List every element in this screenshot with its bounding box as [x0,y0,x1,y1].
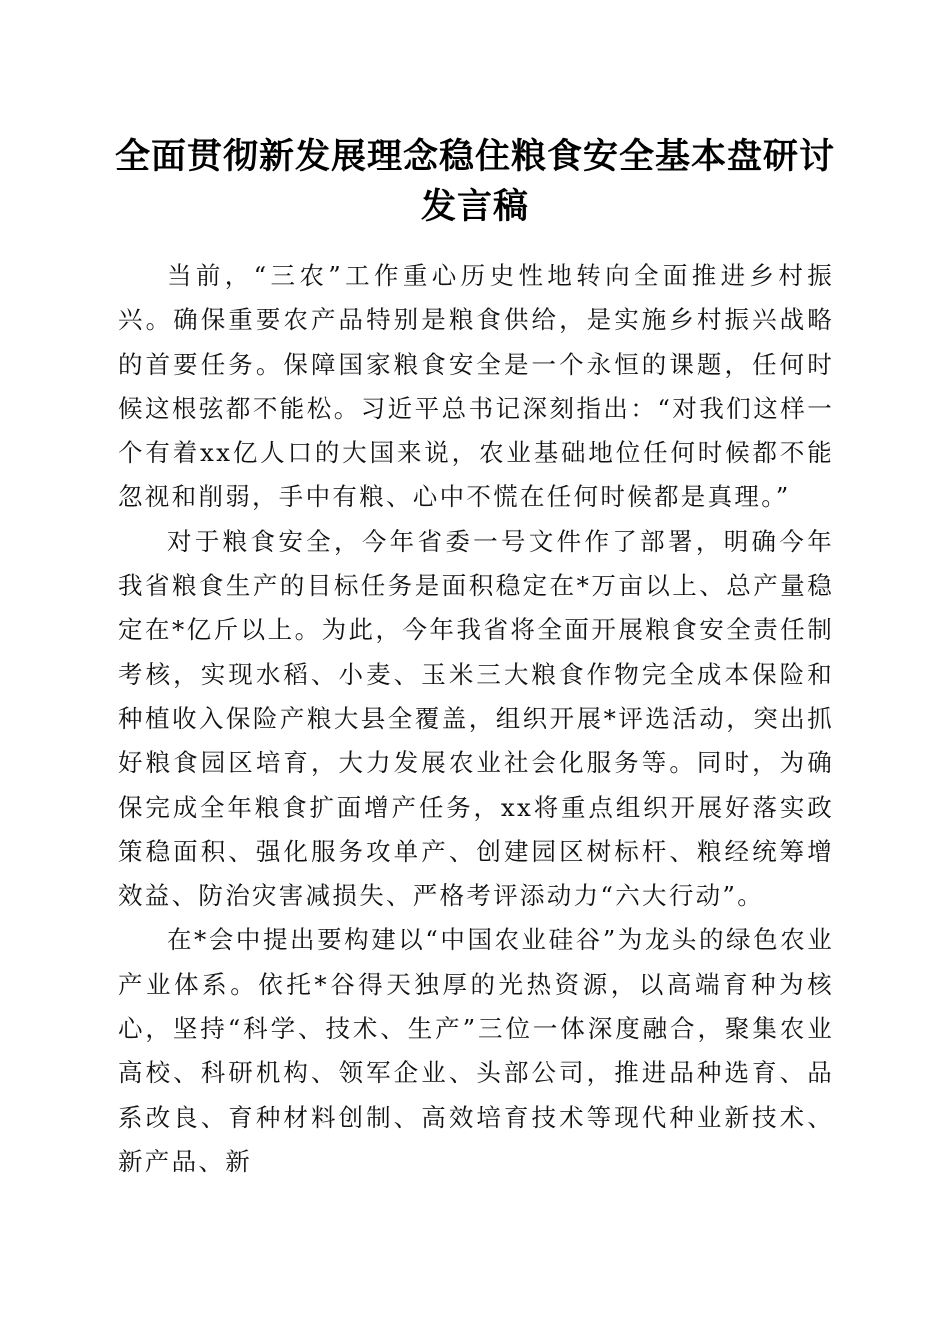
paragraph-2: 对于粮食安全，今年省委一号文件作了部署，明确今年我省粮食生产的目标任务是面积稳定在*万亩以上、总产量稳定在*亿斤以上。为此，今年我省将全面开展粮食安全责任制考核，实现水稻、小麦、玉米三大粮食作物完全成本保险和种植收入保险产粮大县全覆盖，组织开展*评选活动，突出抓好粮食园区培育，大力发展农业社会化服务等。同时，为确保完成全年粮食扩面增产任务，xx将重点组织开展好落实政策稳面积、强化服务攻单产、创建园区树标杆、粮经统筹增效益、防治灾害减损失、严格考评添动力“六大行动”。 [118,526,834,911]
document-body [118,254,834,1184]
paragraph-1: 当前，“三农”工作重心历史性地转向全面推进乡村振兴。确保重要农产品特别是粮食供给，是实施乡村振兴战略的首要任务。保障国家粮食安全是一个永恒的课题，任何时候这根弦都不能松。习近平总书记深刻指出：“对我们这样一个有着xx亿人口的大国来说，农业基础地位任何时候都不能忽视和削弱，手中有粮、心中不慌在任何时候都是真理。” [118,261,834,512]
document-title: 全面贯彻新发展理念稳住粮食安全基本盘研讨发言稿 [114,136,835,227]
paragraph-3: 在*会中提出要构建以“中国农业硅谷”为龙头的绿色农业产业体系。依托*谷得天独厚的光热资源，以高端育种为核心，坚持“科学、技术、生产”三位一体深度融合，聚集农业高校、科研机构、领军企业、头部公司，推进品种选育、品系改良、育种材料创制、高效培育技术等现代种业新技术、新产品、新 [118,925,834,1176]
